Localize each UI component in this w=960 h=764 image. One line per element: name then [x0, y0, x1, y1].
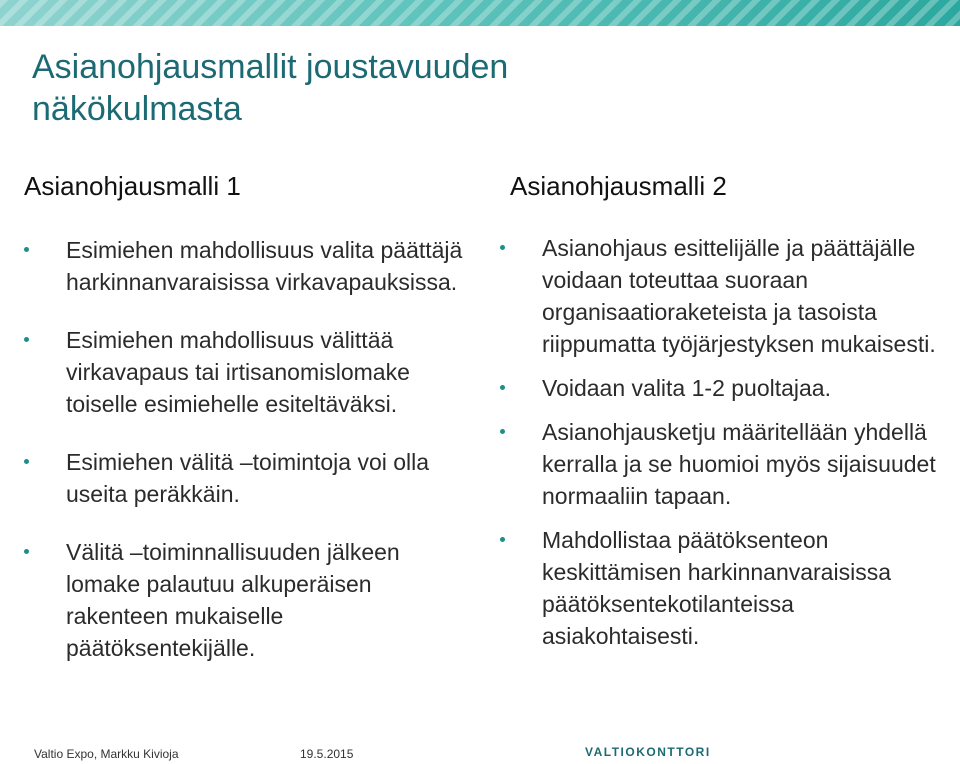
- bullet-icon: [500, 245, 505, 250]
- bullet-text: Esimiehen mahdollisuus valita päättäjä harkinnanvaraisissa virkavapauksissa.: [66, 237, 463, 295]
- slide-title: [32, 46, 912, 130]
- list-item: [24, 536, 464, 664]
- bullet-icon: [500, 429, 505, 434]
- bullet-text: Esimiehen välitä –toimintoja voi olla useita peräkkäin.: [66, 449, 430, 507]
- model-1-heading: Asianohjausmalli 1: [24, 171, 241, 201]
- bullet-icon: [500, 385, 505, 390]
- valtiokonttori-logo: VALTIOKONTTORI: [585, 745, 711, 759]
- bullet-text: Asianohjausketju määritellään yhdellä kerralla ja se huomioi myös sijaisuudet normaaliin tapaan.: [542, 419, 936, 509]
- bullet-icon: [24, 247, 29, 252]
- decorative-top-band: [0, 0, 960, 26]
- bullet-icon: [24, 337, 29, 342]
- list-item: [24, 446, 464, 510]
- bullet-icon: [500, 537, 505, 542]
- slide-title-line-2: näkökulmasta: [32, 90, 242, 128]
- model-2-bullet-list: [500, 232, 950, 664]
- model-1-bullet-list: [24, 234, 464, 690]
- list-item: [500, 232, 950, 360]
- list-item: [24, 324, 464, 420]
- list-item: [500, 524, 950, 652]
- bullet-text: Voidaan valita 1-2 puoltajaa.: [542, 375, 831, 401]
- bullet-text: Mahdollistaa päätöksenteon keskittämisen harkinnanvaraisissa päätöksentekotilanteissa asiakohtaisesti.: [542, 527, 891, 649]
- bullet-icon: [24, 459, 29, 464]
- bullet-text: Välitä –toiminnallisuuden jälkeen lomake palautuu alkuperäisen rakenteen mukaiselle päätöksentekijälle.: [66, 539, 400, 661]
- slide-title-line-1: Asianohjausmallit joustavuuden: [32, 48, 509, 86]
- list-item: [24, 234, 464, 298]
- bullet-text: Asianohjaus esittelijälle ja päättäjälle voidaan toteuttaa suoraan organisaatioraketeista ja tasoista riippumatta työjärjestyksen mukaisesti.: [542, 235, 936, 357]
- list-item: [500, 416, 950, 512]
- footer-date: 19.5.2015: [300, 747, 354, 761]
- model-2-heading: Asianohjausmalli 2: [510, 171, 727, 201]
- bullet-text: Esimiehen mahdollisuus välittää virkavapaus tai irtisanomislomake toiselle esimiehelle esiteltäväksi.: [66, 327, 410, 417]
- footer-presenter: Valtio Expo, Markku Kivioja: [34, 747, 179, 761]
- bullet-icon: [24, 549, 29, 554]
- list-item: [500, 372, 950, 404]
